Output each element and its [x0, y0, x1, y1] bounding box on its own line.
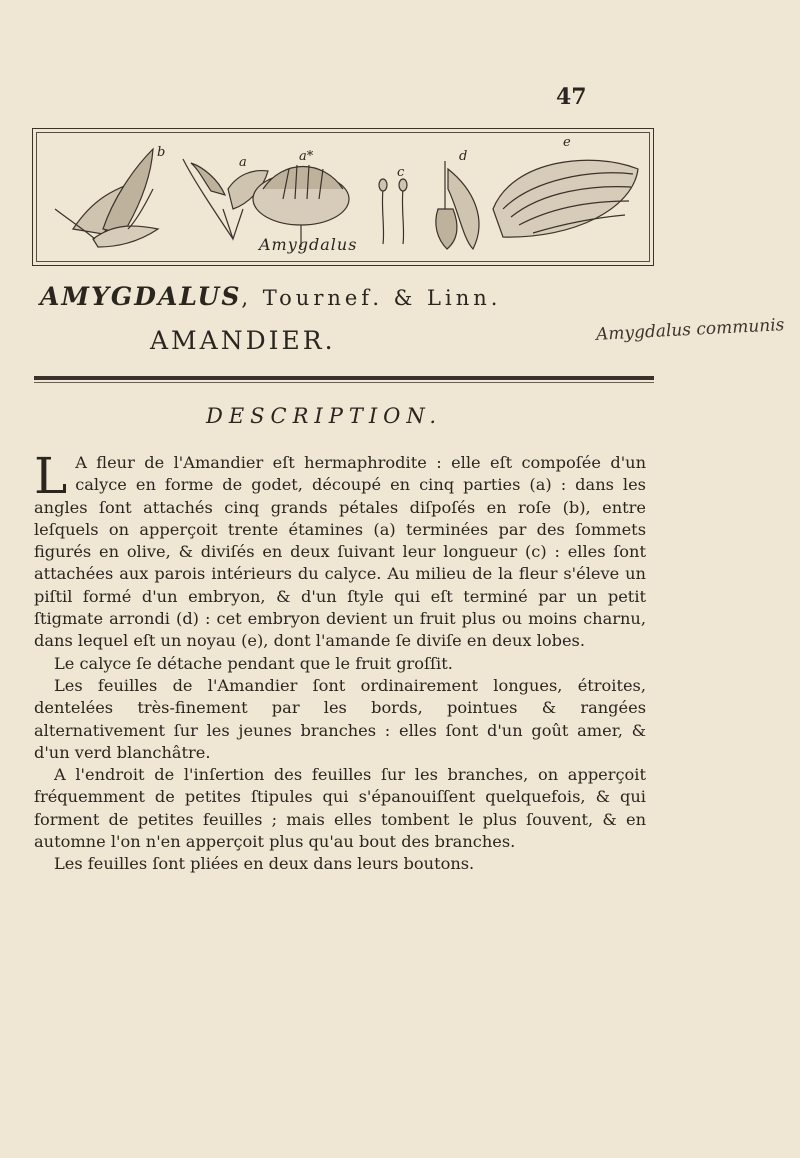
plate-letter-d: d [459, 149, 468, 164]
page-number: 47 [556, 84, 587, 110]
plate-letter-a: a [239, 155, 247, 170]
genus-authors: , Tournef. & Linn. [241, 286, 502, 310]
fruit-drawing-e [493, 160, 638, 237]
paragraph-5: Les feuilles ſont pliées en deux dans leurs boutons. [54, 854, 475, 874]
paragraph-1-text: A fleur de l'Amandier eſt hermaphrodite : elle eſt compoſée d'un calyce en forme de godet, découpé en cinq parties (a) : dans les angles ſont attachés cinq grands pétales diſpoſés en roſe (b), entre leſquels on apperçoit trente étamines (a) terminées par des ſommets figurés en olive, & diviſés en deux ſuivant leur longueur (c) : elles ſont attachées aux parois intérieurs du calyce. Au milieu de la fleur s'éleve un piſtil formé d'un embryon, & d'un ſtyle qui eſt terminé par un petit ſtigmate arrondi (d) : cet embryon devient un fruit plus ou moins charnu, dans lequel eſt un noyau (e), dont l'amande ſe diviſe en deux lobes. [34, 453, 646, 651]
paragraph-2: Le calyce ſe détache pendant que le fruit groſſit. [54, 653, 453, 673]
section-heading: DESCRIPTION. [206, 404, 443, 428]
plate-letter-c: c [397, 165, 405, 180]
paragraph-1 [34, 447, 646, 653]
genus-name: AMYGDALUS [40, 282, 242, 311]
ornamental-rule [34, 376, 654, 380]
common-name: AMANDIER. [150, 326, 336, 355]
plate-letter-b: b [157, 145, 166, 160]
plate-letter-a-star: a* [299, 149, 314, 164]
drop-cap: L [34, 447, 68, 505]
plate-caption: Amygdalus [259, 235, 358, 254]
paragraph-3: Les feuilles de l'Amandier ſont ordinairement longues, étroites, dentelées très-finement par les bords, pointues & rangées alternativement ſur les jeunes branches : elles ſont d'un goût amer, & d'un verd blanchâtre. [34, 675, 646, 762]
paragraph-4: A l'endroit de l'inſertion des feuilles ſur les branches, on apperçoit fréquemment de petites ſtipules qui s'épanouiſſent quelquefois, & qui forment de petites feuilles ; mais elles tombent le plus ſouvent, & en automne l'on n'en apperçoit plus qu'au bout des branches. [34, 765, 646, 852]
handwritten-annotation: Amygdalus communis [595, 315, 785, 345]
plate-letter-e: e [563, 135, 571, 150]
description-text [34, 447, 646, 876]
genus-title [40, 282, 640, 311]
pistil-drawing-d [436, 161, 479, 249]
flower-drawing-b [55, 149, 158, 247]
stamen-drawings-c [379, 179, 407, 244]
botanical-plate [32, 128, 654, 266]
